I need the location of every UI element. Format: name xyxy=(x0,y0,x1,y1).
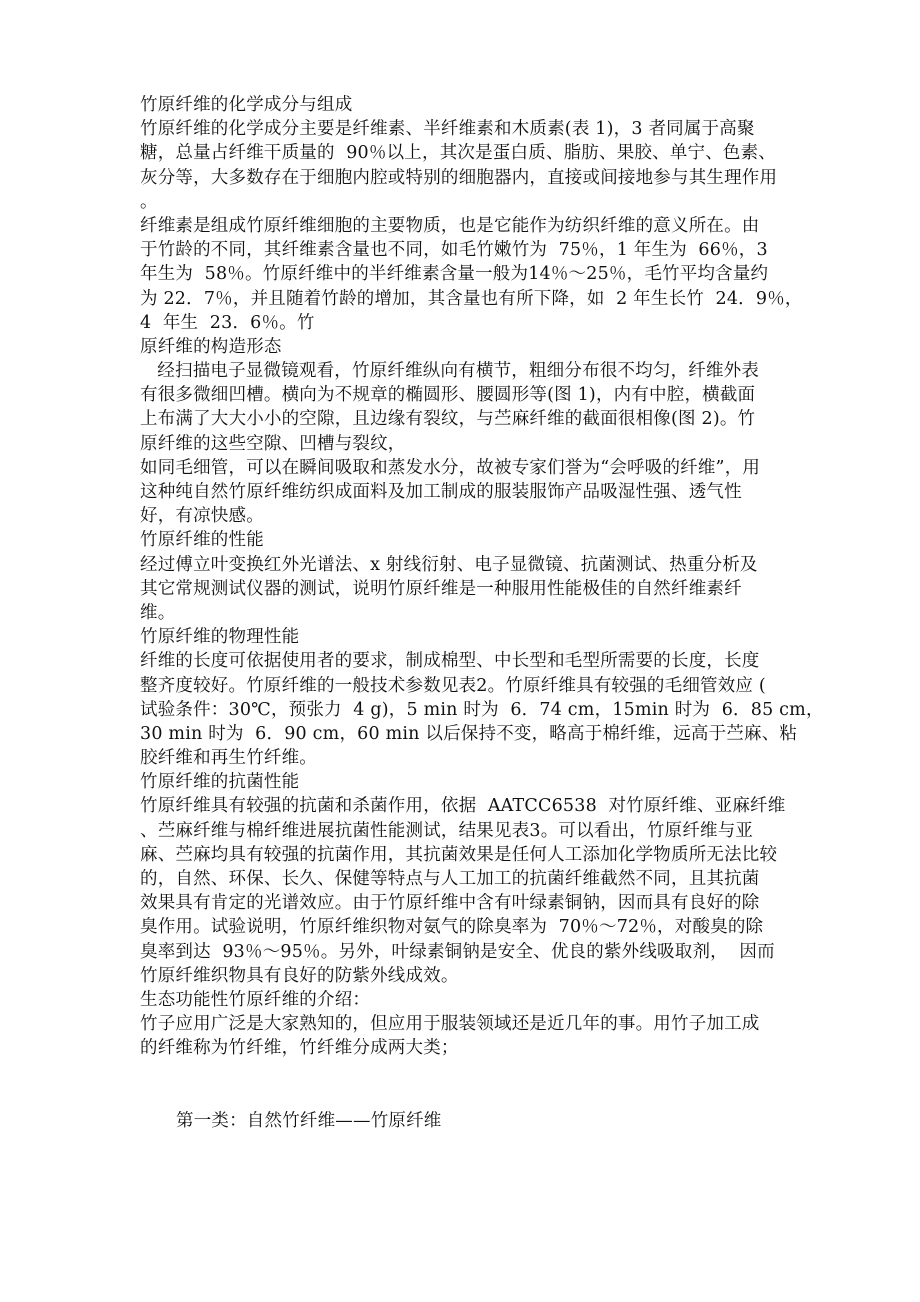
paragraph-line: 于竹龄的不同，其纤维素含量也不同，如毛竹嫩竹为 75％，1 年生为 66％，3 xyxy=(140,240,768,261)
paragraph-line: 4 年生 23．6％。竹 xyxy=(140,312,315,333)
paragraph-line: 为 22．7％，并且随着竹龄的增加，其含量也有所下降，如 2 年生长竹 24．9％， xyxy=(140,288,803,309)
paragraph-line: 30 min 时为 6．90 cm，60 min 以后保持不变，略高于棉纤维，远高于苎麻、粘 xyxy=(140,723,798,744)
paragraph-line: 效果具有肯定的光谱效应。由于竹原纤维中含有叶绿素铜钠，因而具有良好的除 xyxy=(140,893,760,914)
document-body xyxy=(140,93,824,1133)
paragraph-line: 上布满了大大小小的空隙，且边缘有裂纹，与苎麻纤维的截面很相像(图 2)。竹 xyxy=(140,409,756,430)
section-heading: 竹原纤维的性能 xyxy=(140,530,264,551)
paragraph-line: 臭作用。试验说明，竹原纤维织物对氨气的除臭率为 70％～72％，对酸臭的除 xyxy=(140,917,764,938)
paragraph-line: 、苎麻纤维与棉纤维进展抗菌性能测试，结果见表3。可以看出，竹原纤维与亚 xyxy=(140,820,754,841)
paragraph-line: 。 xyxy=(140,191,158,212)
paragraph-line: 纤维的长度可依据使用者的要求，制成棉型、中长型和毛型所需要的长度，长度 xyxy=(140,651,760,672)
paragraph-line: 麻、苎麻均具有较强的抗菌作用，其抗菌效果是任何人工添加化学物质所无法比较 xyxy=(140,844,778,865)
paragraph-line: 整齐度较好。竹原纤维的一般技术参数见表2。竹原纤维具有较强的毛细管效应 ( xyxy=(140,675,766,696)
paragraph-line: 竹原纤维具有较强的抗菌和杀菌作用，依据 AATCC6538 对竹原纤维、亚麻纤维 xyxy=(140,796,786,817)
paragraph-line: 其它常规测试仪器的测试，说明竹原纤维是一种服用性能极佳的自然纤维素纤 xyxy=(140,578,742,599)
paragraph-line: 有很多微细凹槽。横向为不规章的椭圆形、腰圆形等(图 1)，内有中腔，横截面 xyxy=(140,385,756,406)
section-heading: 竹原纤维的抗菌性能 xyxy=(140,772,300,793)
section-heading: 竹原纤维的化学成分与组成 xyxy=(140,95,353,115)
category-heading: 第一类：自然竹纤维——竹原纤维 xyxy=(176,1110,442,1131)
paragraph-line: 竹原纤维织物具有良好的防紫外线成效。 xyxy=(140,965,459,986)
paragraph-line: 这种纯自然竹原纤维纺织成面料及加工制成的服装服饰产品吸湿性强、透气性 xyxy=(140,482,742,502)
section-heading: 竹原纤维的物理性能 xyxy=(140,627,300,648)
paragraph-spacer xyxy=(140,1061,800,1109)
paragraph-line: 胶纤维和再生竹纤维。 xyxy=(140,748,317,769)
paragraph-line: 的纤维称为竹纤维，竹纤维分成两大类； xyxy=(140,1038,459,1059)
paragraph-line: 原纤维的这些空隙、凹槽与裂纹， xyxy=(140,433,406,454)
paragraph-line: 的，自然、环保、长久、保健等特点与人工加工的抗菌纤维截然不同，且其抗菌 xyxy=(140,869,760,889)
paragraph-line: 纤维素是组成竹原纤维细胞的主要物质，也是它能作为纺织纤维的意义所在。由 xyxy=(140,215,760,236)
section-heading: 生态功能性竹原纤维的介绍： xyxy=(140,989,371,1010)
paragraph-line: 维。 xyxy=(140,602,176,623)
paragraph-line: 好，有凉快感。 xyxy=(140,506,264,527)
paragraph-line: 糖，总量占纤维干质量的 90％以上，其次是蛋白质、脂肪、果胶、单宁、色素、 xyxy=(140,143,776,164)
paragraph-line: 经扫描电子显微镜观看，竹原纤维纵向有横节，粗细分布很不均匀，纤维外表 xyxy=(140,361,760,382)
paragraph-line: 经过傅立叶变换红外光谱法、x 射线衍射、电子显微镜、抗菌测试、热重分析及 xyxy=(140,554,758,575)
paragraph-line: 竹子应用广泛是大家熟知的，但应用于服装领域还是近几年的事。用竹子加工成 xyxy=(140,1014,760,1035)
paragraph-line: 竹原纤维的化学成分主要是纤维素、半纤维素和木质素(表 1)，3 者同属于高聚 xyxy=(140,119,755,140)
section-heading: 原纤维的构造形态 xyxy=(140,336,282,357)
paragraph-line: 如同毛细管，可以在瞬间吸取和蒸发水分，故被专家们誉为“会呼吸的纤维”，用 xyxy=(140,457,761,478)
paragraph-line: 臭率到达 93％～95％。另外，叶绿素铜钠是安全、优良的紫外线吸取剂， 因而 xyxy=(140,941,775,962)
paragraph-line: 灰分等，大多数存在于细胞内腔或特别的细胞器内，直接或间接地参与其生理作用 xyxy=(140,167,778,188)
paragraph-line: 试验条件：30℃，预张力 4 g)，5 min 时为 6．74 cm，15min 时为 6．85 cm， xyxy=(140,699,824,720)
paragraph-line: 年生为 58％。竹原纤维中的半纤维素含量一般为14％～25％，毛竹平均含量约 xyxy=(140,264,769,285)
